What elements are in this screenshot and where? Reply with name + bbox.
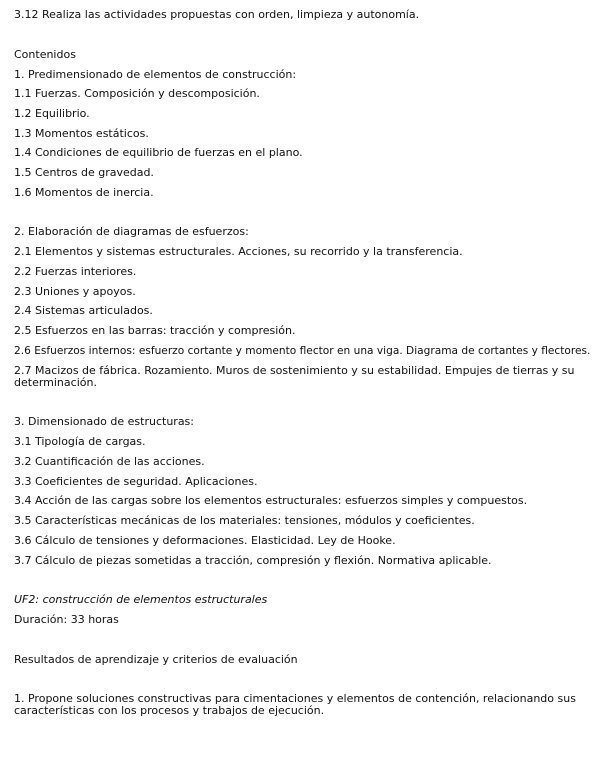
result-item: 1. Propone soluciones constructivas para cimentaciones y elementos de contención, relacionando sus características con los procesos y trabajos de ejecución. bbox=[14, 692, 576, 717]
duration-text: Duración: 33 horas bbox=[14, 613, 119, 626]
section-3-item: 3.3 Coeficientes de seguridad. Aplicaciones. bbox=[14, 475, 258, 488]
section-2-item: 2.2 Fuerzas interiores. bbox=[14, 265, 137, 278]
section-1-item: 1.1 Fuerzas. Composición y descomposición. bbox=[14, 87, 260, 100]
section-3-title: 3. Dimensionado de estructuras: bbox=[14, 415, 194, 428]
section-1-title: 1. Predimensionado de elementos de construcción: bbox=[14, 68, 297, 81]
section-3-item: 3.6 Cálculo de tensiones y deformaciones. Elasticidad. Ley de Hooke. bbox=[14, 534, 396, 547]
section-2-item: 2.7 Macizos de fábrica. Rozamiento. Muros de sostenimiento y su estabilidad. Empujes de tierras y su determinación. bbox=[14, 364, 575, 389]
section-3-item: 3.4 Acción de las cargas sobre los elementos estructurales: esfuerzos simples y compuestos. bbox=[14, 494, 528, 507]
section-1-item: 1.3 Momentos estáticos. bbox=[14, 127, 149, 140]
section-1-item: 1.6 Momentos de inercia. bbox=[14, 186, 154, 199]
section-1-item: 1.4 Condiciones de equilibrio de fuerzas en el plano. bbox=[14, 146, 303, 159]
section-3-item: 3.2 Cuantificación de las acciones. bbox=[14, 455, 205, 468]
section-2-item: 2.3 Uniones y apoyos. bbox=[14, 285, 136, 298]
section-3-item: 3.1 Tipología de cargas. bbox=[14, 435, 146, 448]
section-2-title: 2. Elaboración de diagramas de esfuerzos: bbox=[14, 225, 249, 238]
section-2-item: 2.6 Esfuerzos internos: esfuerzo cortante y momento flector en una viga. Diagrama de cortantes y flectores. bbox=[14, 345, 591, 357]
section-1-item: 1.2 Equilibrio. bbox=[14, 107, 90, 120]
intro-line: 3.12 Realiza las actividades propuestas con orden, limpieza y autonomía. bbox=[14, 8, 420, 21]
section-3-item: 3.5 Características mecánicas de los materiales: tensiones, módulos y coeficientes. bbox=[14, 514, 475, 527]
results-heading: Resultados de aprendizaje y criterios de evaluación bbox=[14, 653, 298, 666]
section-2-item: 2.4 Sistemas articulados. bbox=[14, 304, 153, 317]
document-page bbox=[14, 0, 591, 780]
contents-heading: Contenidos bbox=[14, 48, 76, 61]
section-3-item: 3.7 Cálculo de piezas sometidas a tracción, compresión y flexión. Normativa aplicable. bbox=[14, 554, 492, 567]
section-2-item: 2.5 Esfuerzos en las barras: tracción y compresión. bbox=[14, 324, 296, 337]
unit-title: UF2: construcción de elementos estructurales bbox=[14, 593, 268, 606]
section-2-item: 2.1 Elementos y sistemas estructurales. Acciones, su recorrido y la transferencia. bbox=[14, 245, 463, 258]
section-1-item: 1.5 Centros de gravedad. bbox=[14, 166, 154, 179]
